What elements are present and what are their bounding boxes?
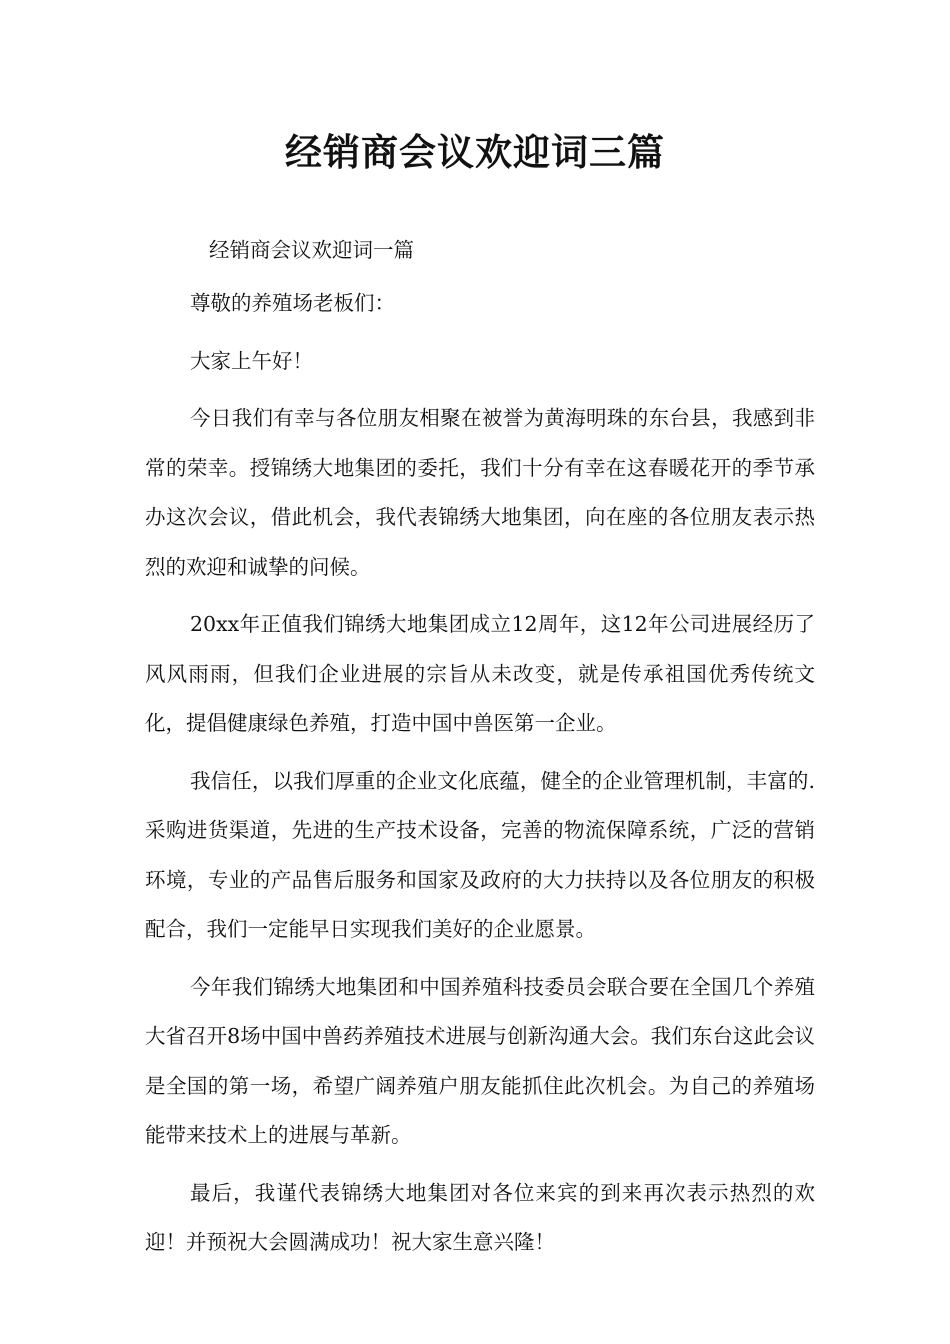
- salutation: 尊敬的养殖场老板们：: [190, 291, 395, 315]
- document-body: [145, 230, 815, 1276]
- closing-paragraph: 最后，我谨代表锦绣大地集团对各位来宾的到来再次表示热烈的欢迎！并预祝大会圆满成功！祝大家生意兴隆！: [145, 1180, 815, 1254]
- document-title: 经销商会议欢迎词三篇: [285, 130, 665, 174]
- paragraph-1: 今日我们有幸与各位朋友相聚在被誉为黄海明珠的东台县，我感到非常的荣幸。授锦绣大地集团的委托，我们十分有幸在这春暖花开的季节承办这次会议，借此机会，我代表锦绣大地集团，向在座的各位朋友表示热烈的欢迎和诚挚的问候。: [145, 406, 815, 579]
- section-subtitle: 经销商会议欢迎词一篇: [209, 238, 414, 262]
- paragraph-4: 今年我们锦绣大地集团和中国养殖科技委员会联合要在全国几个养殖大省召开8场中国中兽药养殖技术进展与创新沟通大会。我们东台这此会议是全国的第一场，希望广阔养殖户朋友能抓住此次机会。为自己的养殖场能带来技术上的进展与革新。: [145, 974, 815, 1147]
- paragraph-2: 20xx年正值我们锦绣大地集团成立12周年，这12年公司进展经历了风风雨雨，但我们企业进展的宗旨从未改变，就是传承祖国优秀传统文化，提倡健康绿色养殖，打造中国中兽医第一企业。: [145, 612, 815, 735]
- paragraph-3: 我信任，以我们厚重的企业文化底蕴，健全的企业管理机制，丰富的.采购进货渠道，先进的生产技术设备，完善的物流保障系统，广泛的营销环境，专业的产品售后服务和国家及政府的大力扶持以及各位朋友的积极配合，我们一定能早日实现我们美好的企业愿景。: [145, 768, 815, 941]
- greeting: 大家上午好！: [190, 348, 313, 373]
